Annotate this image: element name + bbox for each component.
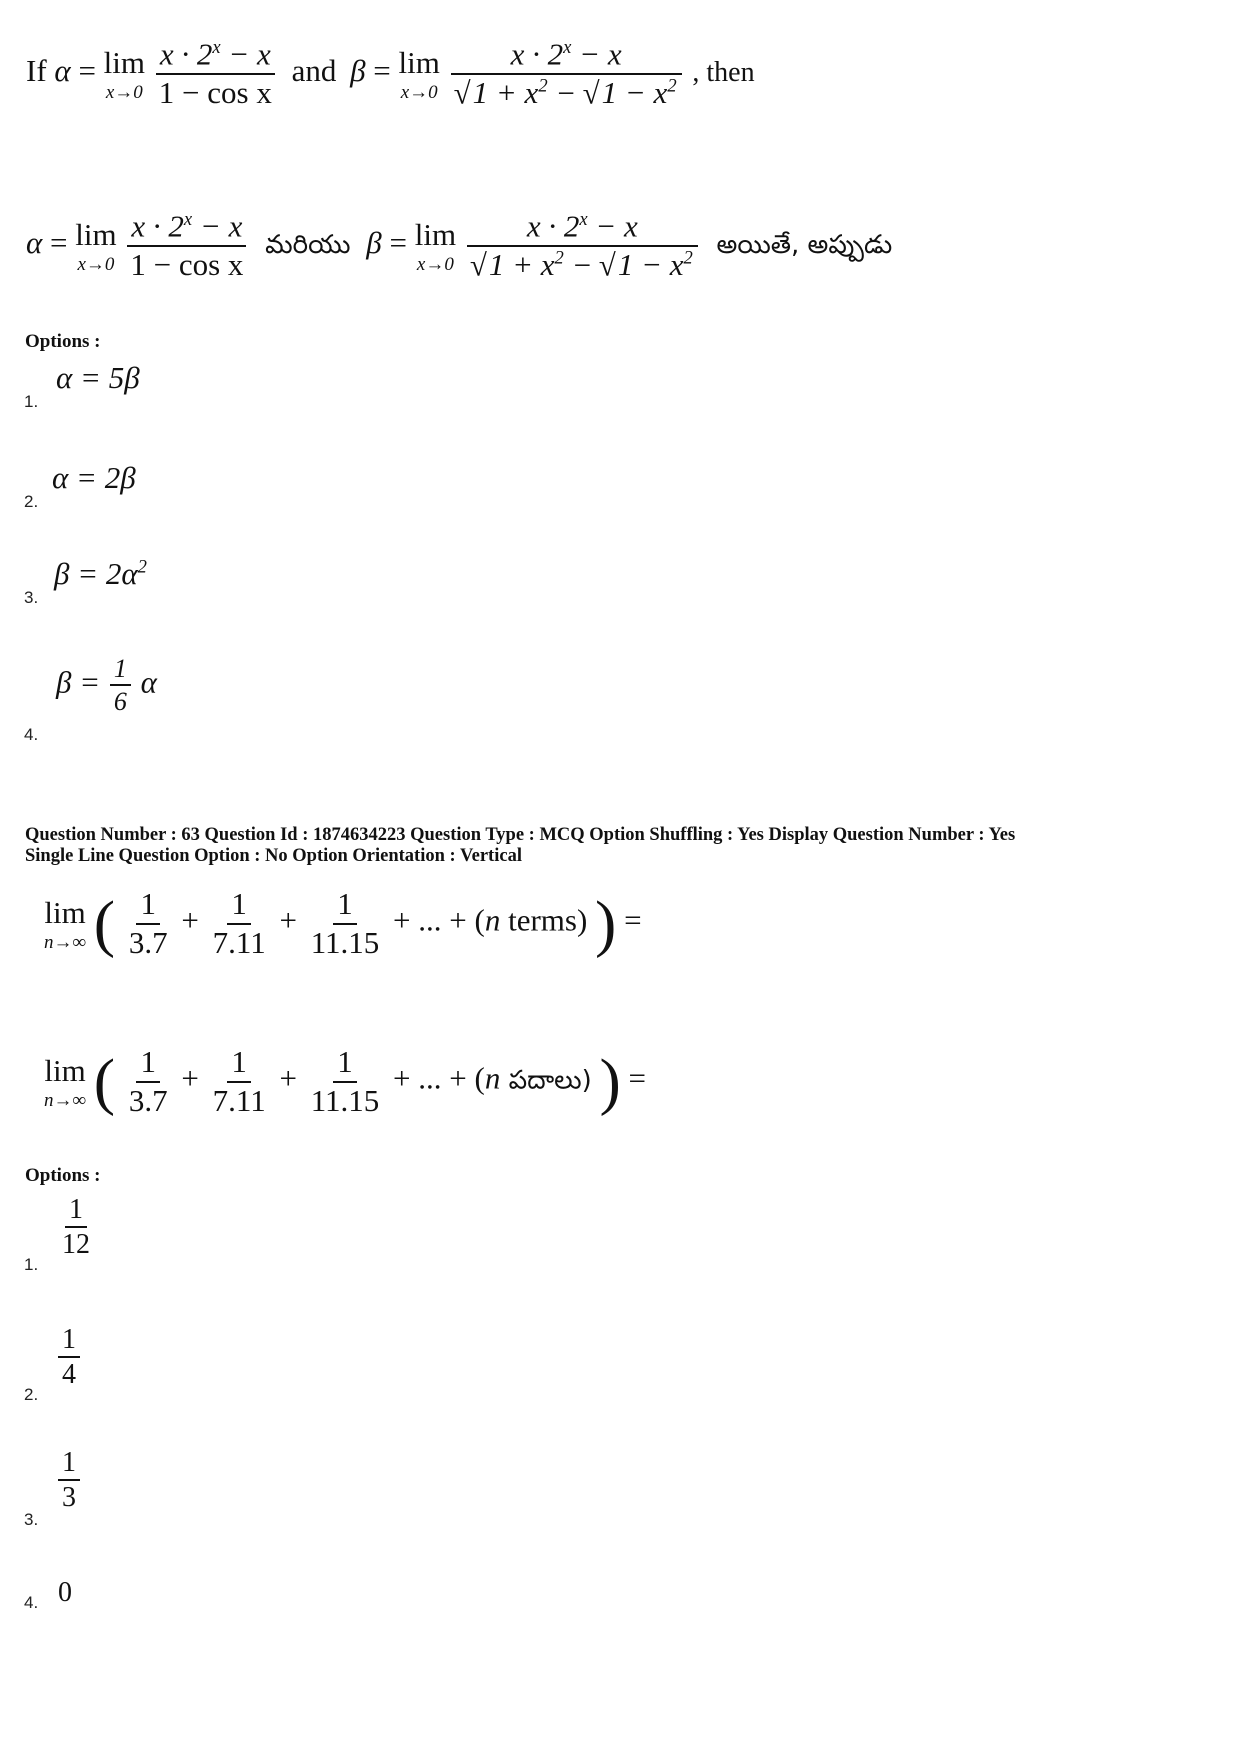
- q63-meta-line-1: Question Number : 63 Question Id : 1874634223 Question Type : MCQ Option Shuffling : Yes Display Question Number : Yes: [25, 825, 1016, 845]
- q63-option-1[interactable]: 1. $\frac{1}{12}$: [24, 1194, 90, 1274]
- limit-beta: lim x→0: [398, 45, 440, 104]
- q62-option-3[interactable]: 3. $\beta = 2\alpha^2$: [24, 556, 147, 607]
- q63-option-3[interactable]: 3. $\frac{1}{3}$: [24, 1448, 224, 1538]
- q63-meta-line-2: Single Line Question Option : No Option Orientation : Vertical: [25, 846, 522, 866]
- telugu-and: మరియు: [265, 229, 351, 260]
- alpha-symbol: α: [54, 52, 71, 88]
- then-word: , then: [692, 56, 755, 88]
- q63-option-2[interactable]: 2. $\frac{1}{4}$: [24, 1325, 224, 1415]
- beta-symbol: β: [350, 52, 366, 88]
- q62-english-expression: If α = lim x→0 $\frac{x \cdot 2^x - x}{\text{1 − cos x}}$ and β = lim x→0 $\frac{x \cdot 2^x - x}{√1 + x^2 - √1 - x^2}$ , then: [26, 36, 755, 111]
- q62-options-heading: Options :: [25, 331, 101, 352]
- beta-fraction: $\frac{x \cdot 2^x - x}{√1 + x^2 - √1 - x^2}$: [450, 38, 683, 110]
- equals-sign: =: [78, 52, 96, 88]
- q62-telugu-expression: α = lim x→0 $\frac{x \cdot 2^x - x}{\text{1 − cos x}}$ మరియు β = lim x→0 $\frac{x \cdot 2^x - x}{√1 + x^2 - √1 - x^2}$ అయితే, అప్పుడు: [26, 208, 893, 283]
- and-word: and: [291, 52, 337, 88]
- if-word: If: [26, 52, 47, 88]
- q62-option-4[interactable]: 4. β = $\frac{1}{6}$ α: [24, 654, 157, 744]
- q63-english-expression: lim n→∞ ( $\frac{1}{3.7}$ + $\frac{1}{7.11}$ + $\frac{1}{11.15}$ + ... + (n terms) ) =: [44, 886, 642, 960]
- limit-alpha: lim x→0: [103, 45, 146, 104]
- q62-option-2[interactable]: 2. α = 2β: [24, 460, 136, 511]
- q63-telugu-expression: lim n→∞ ( $\frac{1}{3.7}$ + $\frac{1}{7.11}$ + $\frac{1}{11.15}$ + ... + (n పదాలు) ) =: [44, 1044, 647, 1118]
- q63-option-4[interactable]: 4. 0: [24, 1577, 72, 1612]
- q62-option-1[interactable]: 1. α = 5β: [24, 360, 140, 411]
- alpha-fraction: $\frac{x \cdot 2^x - x}{\text{1 − cos x}}$: [155, 38, 276, 109]
- q63-options-heading: Options :: [25, 1165, 101, 1186]
- telugu-then: అయితే, అప్పుడు: [716, 229, 893, 260]
